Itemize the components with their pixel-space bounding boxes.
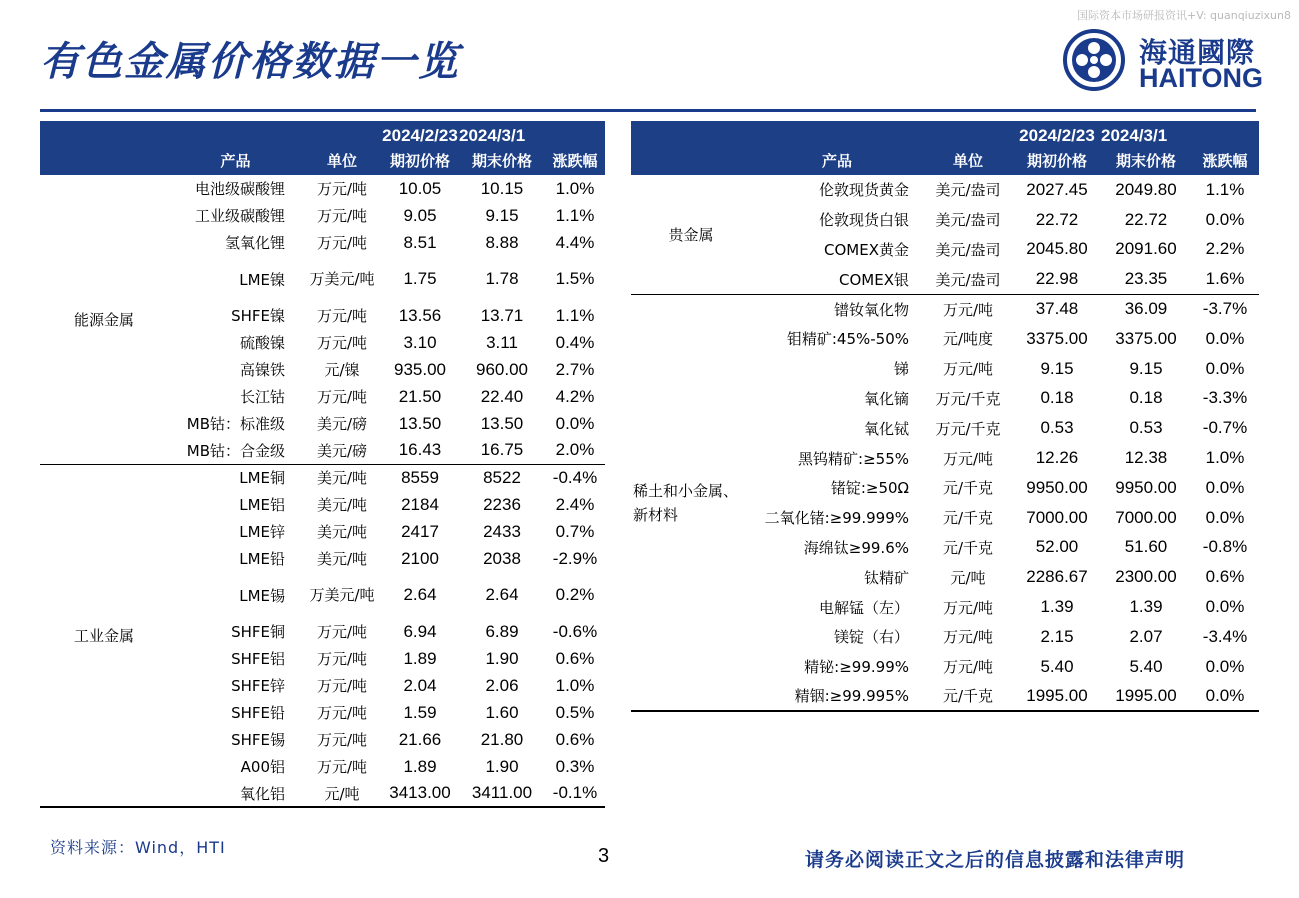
end-price-cell: 960.00 — [476, 359, 528, 379]
unit-cell: 万元/吨 — [316, 388, 368, 406]
unit-cell: 元/镍 — [324, 361, 360, 379]
product-cell: 镁锭（右） — [833, 628, 909, 647]
start-price-cell: 13.56 — [398, 305, 442, 325]
product-cell: SHFE铅 — [231, 704, 285, 722]
end-price-cell: 1995.00 — [1101, 682, 1191, 712]
product-cell: 伦敦现货黄金 — [818, 181, 909, 200]
change-cell: -3.4% — [1202, 626, 1248, 646]
unit-cell: 万元/吨 — [316, 207, 368, 225]
start-price-cell: 2286.67 — [1026, 567, 1088, 587]
change-cell: 0.0% — [1191, 682, 1259, 712]
unit-cell: 万元/吨 — [942, 598, 994, 617]
end-price-cell: 9.15 — [1129, 358, 1163, 378]
change-cell: 1.1% — [555, 205, 595, 225]
product-cell: 钼精矿:45%-50% — [786, 330, 909, 349]
date-start-header: 2024/2/23 — [381, 121, 459, 146]
table-row — [631, 294, 1259, 324]
end-price-cell: 5.40 — [1129, 656, 1163, 676]
unit-header: 单位 — [303, 146, 381, 175]
product-cell: 电解锰（左） — [818, 598, 909, 617]
change-cell: 0.0% — [1205, 656, 1245, 676]
group-label: 工业金属 — [40, 464, 168, 807]
product-cell: A00铝 — [240, 758, 285, 776]
change-cell: 0.3% — [555, 756, 595, 776]
date-start-header: 2024/2/23 — [1013, 121, 1101, 146]
start-price-cell: 2045.80 — [1026, 239, 1088, 259]
table-row — [40, 175, 605, 202]
end-price-cell: 12.38 — [1124, 448, 1168, 468]
unit-header: 单位 — [923, 146, 1013, 175]
start-price-cell: 3.10 — [403, 332, 437, 352]
end-price-cell: 2091.60 — [1115, 239, 1177, 259]
start-price-cell: 9950.00 — [1026, 477, 1088, 497]
product-cell: 精铋:≥99.99% — [804, 658, 909, 677]
end-price-cell: 0.53 — [1129, 418, 1163, 438]
change-cell: 0.5% — [555, 702, 595, 722]
change-cell: 0.6% — [1205, 567, 1245, 587]
unit-cell: 万元/吨 — [316, 704, 368, 722]
start-price-cell: 13.50 — [398, 413, 442, 433]
unit-cell: 万元/吨 — [316, 334, 368, 352]
change-cell: 0.6% — [555, 648, 595, 668]
start-price-cell: 2184 — [401, 494, 439, 514]
product-cell: LME镍 — [239, 270, 285, 289]
start-price-cell: 10.05 — [398, 178, 442, 198]
unit-cell: 美元/吨 — [303, 464, 381, 491]
table-row — [40, 464, 605, 491]
start-price-cell: 3413.00 — [381, 780, 459, 807]
change-cell: -0.8% — [1202, 537, 1248, 557]
end-price-cell: 23.35 — [1124, 269, 1168, 289]
change-cell: 0.0% — [1205, 597, 1245, 617]
group-label: 贵金属 — [668, 225, 714, 244]
product-cell: 氧化镝 — [863, 389, 909, 408]
product-cell: 硫酸镍 — [239, 334, 285, 352]
change-header: 涨跌幅 — [545, 146, 605, 175]
start-price-cell: 22.98 — [1035, 269, 1079, 289]
change-cell: -0.4% — [545, 464, 605, 491]
product-cell: COMEX黄金 — [824, 240, 909, 259]
unit-cell: 万元/吨 — [316, 180, 368, 198]
end-price-cell: 9950.00 — [1115, 477, 1177, 497]
start-price-cell: 52.00 — [1035, 537, 1079, 557]
change-cell: 1.1% — [555, 305, 595, 325]
start-price-header: 期初价格 — [381, 146, 459, 175]
unit-cell: 万元/千克 — [935, 419, 1001, 438]
change-cell: 0.7% — [555, 521, 595, 541]
change-cell: 1.6% — [1205, 269, 1245, 289]
product-cell: SHFE锌 — [231, 677, 285, 695]
product-cell: 精铟:≥99.995% — [751, 682, 923, 712]
end-price-cell: 8.88 — [485, 232, 519, 252]
change-cell: 4.2% — [555, 386, 595, 406]
unit-cell: 元/吨度 — [942, 330, 994, 349]
haitong-logo — [1063, 29, 1263, 95]
start-price-cell: 1.89 — [403, 648, 437, 668]
product-cell: COMEX银 — [839, 270, 909, 289]
end-price-cell: 6.89 — [485, 621, 519, 641]
end-price-cell: 13.50 — [480, 413, 524, 433]
end-price-cell: 2.06 — [485, 675, 519, 695]
change-cell: 0.0% — [1205, 209, 1245, 229]
start-price-cell: 935.00 — [394, 359, 446, 379]
change-cell: 1.0% — [555, 675, 595, 695]
end-price-cell: 1.39 — [1129, 597, 1163, 617]
product-cell: 氧化铝 — [168, 780, 303, 807]
unit-cell: 美元/吨 — [316, 550, 368, 568]
table-row — [631, 175, 1259, 205]
change-cell: -2.9% — [552, 548, 598, 568]
end-price-cell: 22.40 — [480, 386, 524, 406]
change-cell: 2.4% — [555, 494, 595, 514]
end-price-cell: 10.15 — [480, 178, 524, 198]
change-cell: -0.6% — [552, 621, 598, 641]
product-header: 产品 — [168, 146, 303, 175]
end-price-cell: 1.60 — [485, 702, 519, 722]
unit-cell: 元/吨 — [950, 568, 986, 587]
end-price-cell: 3411.00 — [459, 780, 545, 807]
logo-english-text: HAITONG — [1139, 63, 1264, 93]
change-cell: 1.1% — [1205, 179, 1245, 199]
product-cell: 氧化铽 — [863, 419, 909, 438]
start-price-cell: 2.04 — [403, 675, 437, 695]
start-price-cell: 21.66 — [398, 729, 442, 749]
start-price-cell: 1.89 — [403, 756, 437, 776]
start-price-cell: 2027.45 — [1026, 179, 1088, 199]
unit-cell: 元/千克 — [923, 682, 1013, 712]
unit-cell: 元/千克 — [942, 479, 994, 498]
start-price-cell: 21.50 — [398, 386, 442, 406]
end-price-cell: 3.11 — [486, 332, 518, 352]
start-price-cell: 6.94 — [403, 621, 437, 641]
end-price-cell: 1.90 — [485, 648, 519, 668]
group-label: 稀土和小金属、新材料 — [631, 294, 751, 711]
left-price-table — [40, 121, 605, 808]
product-cell: 电池级碳酸锂 — [194, 180, 285, 198]
page-number: 3 — [598, 845, 610, 867]
change-cell: 1.5% — [555, 269, 595, 288]
start-price-cell: 0.18 — [1040, 388, 1074, 408]
unit-cell: 美元/盎司 — [935, 181, 1001, 200]
end-price-header: 期末价格 — [1101, 146, 1191, 175]
unit-cell: 万元/吨 — [942, 628, 994, 647]
header-rule — [40, 109, 1256, 112]
product-cell: 黑钨精矿:≥55% — [798, 449, 909, 468]
end-price-cell: 2049.80 — [1115, 179, 1177, 199]
change-cell: 0.0% — [555, 413, 595, 433]
end-price-cell: 8522 — [459, 464, 545, 491]
end-price-cell: 7000.00 — [1115, 507, 1177, 527]
change-cell: 2.7% — [555, 359, 595, 379]
end-price-cell: 0.18 — [1129, 388, 1163, 408]
product-cell: 海绵钛≥99.6% — [803, 538, 909, 557]
end-price-cell: 16.75 — [480, 440, 524, 460]
unit-cell: 美元/磅 — [316, 415, 368, 433]
product-cell: SHFE铜 — [231, 623, 285, 641]
change-cell: -3.3% — [1202, 388, 1248, 408]
change-cell: 0.0% — [1205, 507, 1245, 527]
change-cell: 4.4% — [555, 232, 595, 252]
product-cell: SHFE镍 — [231, 307, 285, 325]
unit-cell: 元/千克 — [942, 538, 994, 557]
logo-chinese-text: 海通國際 — [1139, 36, 1256, 69]
end-price-cell: 9.15 — [485, 205, 519, 225]
end-price-cell: 2038 — [483, 548, 521, 568]
change-cell: 2.0% — [555, 440, 595, 460]
change-cell: 0.0% — [1205, 477, 1245, 497]
unit-cell: 元/千克 — [942, 509, 994, 528]
unit-cell: 万元/吨 — [316, 307, 368, 325]
start-price-cell: 2.64 — [403, 585, 437, 604]
end-price-cell: 22.72 — [1124, 209, 1168, 229]
unit-cell: 万美元/吨 — [309, 586, 375, 604]
watermark-text: 国际资本市场研报资讯+V: quanqiuzixun8 — [1076, 9, 1291, 22]
start-price-cell: 0.53 — [1040, 418, 1074, 438]
start-price-cell: 22.72 — [1035, 209, 1079, 229]
unit-cell: 美元/吨 — [316, 496, 368, 514]
date-end-header: 2024/3/1 — [459, 121, 545, 146]
product-cell: 长江钴 — [239, 388, 285, 406]
unit-cell: 美元/吨 — [316, 523, 368, 541]
source-note: 资料来源：Wind，HTI — [50, 838, 226, 857]
product-cell: 伦敦现货白银 — [818, 211, 909, 230]
start-price-cell: 2100 — [401, 548, 439, 568]
product-cell: LME锡 — [239, 586, 285, 605]
unit-cell: 万元/吨 — [316, 623, 368, 641]
change-cell: 1.0% — [555, 178, 595, 198]
unit-cell: 万元/吨 — [316, 234, 368, 252]
product-cell: LME锌 — [239, 523, 285, 541]
unit-cell: 万元/吨 — [316, 758, 368, 776]
unit-cell: 万元/吨 — [942, 658, 994, 677]
start-price-cell: 37.48 — [1013, 294, 1101, 324]
product-cell: 锗锭:≥50Ω — [830, 479, 909, 498]
end-price-cell: 36.09 — [1101, 294, 1191, 324]
page-title: 有色金属价格数据一览 — [40, 38, 460, 85]
end-price-cell: 13.71 — [480, 305, 524, 325]
start-price-header: 期初价格 — [1013, 146, 1101, 175]
product-cell: 高镍铁 — [239, 361, 285, 379]
start-price-cell: 9.05 — [403, 205, 437, 225]
product-cell: LME铜 — [168, 464, 303, 491]
unit-cell: 元/吨 — [303, 780, 381, 807]
start-price-cell: 3375.00 — [1026, 328, 1088, 348]
start-price-cell: 2.15 — [1040, 626, 1074, 646]
change-cell: -0.1% — [545, 780, 605, 807]
change-cell: 0.0% — [1205, 328, 1245, 348]
end-price-cell: 2433 — [483, 521, 521, 541]
change-cell: 0.0% — [1205, 358, 1245, 378]
end-price-header: 期末价格 — [459, 146, 545, 175]
product-cell: MB钴：合金级 — [186, 441, 285, 460]
start-price-cell: 5.40 — [1040, 656, 1074, 676]
end-price-cell: 2.07 — [1129, 626, 1163, 646]
unit-cell: 美元/盎司 — [935, 211, 1001, 230]
end-price-cell: 2236 — [483, 494, 521, 514]
end-price-cell: 2.64 — [485, 585, 519, 604]
right-price-table — [631, 121, 1259, 712]
haitong-emblem-icon — [1063, 29, 1125, 91]
product-cell: 镨钕氧化物 — [751, 294, 923, 324]
product-cell: 二氧化锗:≥99.999% — [764, 509, 909, 528]
end-price-cell: 3375.00 — [1115, 328, 1177, 348]
end-price-cell: 2300.00 — [1115, 567, 1177, 587]
product-cell: MB钴：标准级 — [186, 415, 285, 433]
change-cell: 0.4% — [555, 332, 595, 352]
unit-cell: 万元/千克 — [935, 389, 1001, 408]
start-price-cell: 8.51 — [403, 232, 437, 252]
change-cell: -0.7% — [1202, 418, 1248, 438]
date-end-header: 2024/3/1 — [1101, 121, 1191, 146]
unit-cell: 万元/吨 — [316, 677, 368, 695]
unit-cell: 万美元/吨 — [309, 270, 375, 288]
unit-cell: 美元/盎司 — [935, 240, 1001, 259]
change-header: 涨跌幅 — [1191, 146, 1259, 175]
unit-cell: 万元/吨 — [316, 731, 368, 749]
product-cell: LME铅 — [239, 550, 285, 568]
end-price-cell: 1.78 — [485, 269, 519, 288]
end-price-cell: 21.80 — [480, 729, 524, 749]
product-cell: SHFE锡 — [231, 731, 285, 749]
change-cell: 1.0% — [1205, 448, 1245, 468]
start-price-cell: 1995.00 — [1013, 682, 1101, 712]
start-price-cell: 12.26 — [1035, 448, 1079, 468]
start-price-cell: 2417 — [401, 521, 439, 541]
end-price-cell: 1.90 — [485, 756, 519, 776]
product-cell: LME铝 — [239, 496, 285, 514]
product-cell: 锑 — [893, 360, 909, 379]
product-cell: 氢氧化锂 — [224, 234, 285, 252]
product-cell: 钛精矿 — [863, 568, 909, 587]
end-price-cell: 51.60 — [1124, 537, 1168, 557]
start-price-cell: 1.39 — [1040, 597, 1074, 617]
unit-cell: 万元/吨 — [316, 650, 368, 668]
unit-cell: 万元/吨 — [942, 449, 994, 468]
start-price-cell: 8559 — [381, 464, 459, 491]
change-cell: 0.2% — [555, 585, 595, 604]
change-cell: 2.2% — [1205, 239, 1245, 259]
product-cell: SHFE铝 — [231, 650, 285, 668]
unit-cell: 万元/吨 — [923, 294, 1013, 324]
unit-cell: 美元/磅 — [316, 441, 368, 460]
group-label: 能源金属 — [73, 310, 134, 329]
change-cell: 0.6% — [555, 729, 595, 749]
start-price-cell: 9.15 — [1040, 358, 1074, 378]
product-cell: 工业级碳酸锂 — [194, 207, 285, 225]
change-cell: -3.7% — [1191, 294, 1259, 324]
product-header: 产品 — [751, 146, 923, 175]
start-price-cell: 16.43 — [398, 440, 442, 460]
start-price-cell: 7000.00 — [1026, 507, 1088, 527]
start-price-cell: 1.75 — [403, 269, 437, 288]
start-price-cell: 1.59 — [403, 702, 437, 722]
unit-cell: 美元/盎司 — [935, 270, 1001, 289]
disclaimer-text: 请务必阅读正文之后的信息披露和法律声明 — [805, 849, 1186, 871]
unit-cell: 万元/吨 — [942, 360, 994, 379]
